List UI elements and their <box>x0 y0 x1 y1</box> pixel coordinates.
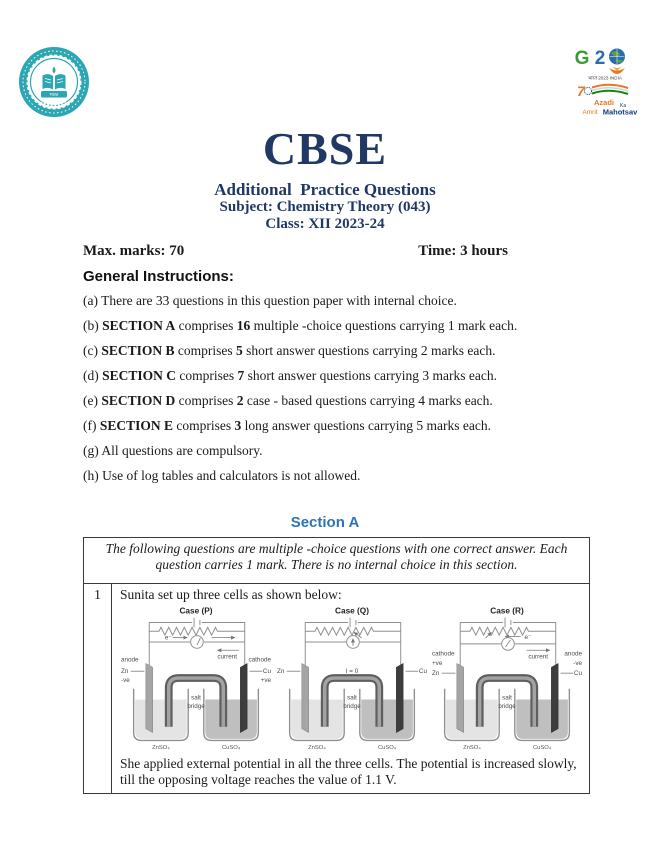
instruction-item: (c) SECTION B comprises 5 short answer questions carrying 2 marks each. <box>83 343 496 358</box>
g20-logo <box>560 46 646 118</box>
cathode-label: cathode <box>431 650 455 658</box>
lotus-icon <box>609 66 625 74</box>
copper-electrode <box>396 663 403 732</box>
instruction-item: (b) SECTION A comprises 16 multiple -choice questions carrying 1 mark each. <box>83 318 518 333</box>
cathode-label: cathode <box>248 656 272 664</box>
instruction-item: (h) Use of log tables and calculators is not allowed. <box>83 468 361 483</box>
galvanometer-icon <box>191 636 204 649</box>
paper-subtitle: Additional Practice Questions <box>214 180 436 199</box>
question-followup: She applied external potential in all the three cells. The potential is increased slowly, till the opposing voltage reaches the value of 1.1 V. <box>120 756 577 787</box>
globe-icon <box>609 49 625 65</box>
case-q-title: Case (Q) <box>334 606 369 616</box>
general-instructions-list <box>83 293 595 493</box>
cu-label: Cu <box>262 668 272 676</box>
instruction-item: (a) There are 33 questions in this question paper with internal choice. <box>83 293 457 308</box>
class-line: Class: XII 2023-24 <box>265 216 385 232</box>
section-a-note: The following questions are multiple -choice questions with one correct answer. Each question carries 1 mark. There is no internal choice in this section. <box>84 538 589 584</box>
cu-label: Cu <box>418 668 427 676</box>
copper-electrode <box>240 663 247 732</box>
positive-label: +ve <box>260 676 272 684</box>
zinc-electrode <box>301 663 308 732</box>
cell-diagrams <box>120 603 583 755</box>
cbse-logo <box>18 46 90 118</box>
seventyfive-digit: 7 <box>577 83 585 99</box>
question-intro: Sunita set up three cells as shown below: <box>120 587 342 602</box>
azadi-word: Azadi <box>593 98 615 107</box>
salt-label: salt <box>191 694 201 702</box>
cu-label: Cu <box>573 670 583 678</box>
negative-label: -ve <box>120 676 130 684</box>
g20-azadi-icon <box>560 46 646 118</box>
ka-word: Ka <box>620 103 627 109</box>
cuso4-label: CuSO₄ <box>377 745 396 752</box>
question-1-content <box>112 584 589 793</box>
positive-label: +ve <box>431 659 443 667</box>
subject-line: Subject: Chemistry Theory (043) <box>219 199 431 215</box>
copper-electrode <box>551 663 558 732</box>
case-p-title: Case (P) <box>179 606 213 616</box>
max-marks: Max. marks: 70 <box>83 243 185 259</box>
cbse-seal-icon <box>18 46 90 118</box>
rheostat-icon <box>460 627 555 635</box>
case-q-diagram <box>276 603 428 755</box>
znso4-label: ZnSO₄ <box>152 745 170 752</box>
seal-banner-text: भारत <box>49 92 59 97</box>
bridge-label: bridge <box>498 703 516 711</box>
resistor-icon <box>149 627 244 635</box>
salt-label: salt <box>346 694 357 702</box>
bridge-label: bridge <box>342 703 361 711</box>
instruction-item: (e) SECTION D comprises 2 case - based questions carrying 4 marks each. <box>83 393 493 408</box>
instruction-item: (f) SECTION E comprises 3 long answer questions carrying 5 marks each. <box>83 418 491 433</box>
salt-label: salt <box>502 694 512 702</box>
g20-g-letter: G <box>574 48 590 69</box>
zn-label: Zn <box>276 668 284 676</box>
question-1-row <box>84 584 589 793</box>
zn-label: Zn <box>431 670 440 678</box>
electron-label: e⁻ <box>524 634 532 642</box>
g20-india-line: भारत 2023 INDIA <box>588 75 622 81</box>
electron-label: e⁻ <box>164 634 172 642</box>
marks-time-row <box>83 243 508 260</box>
section-a-heading: Section A <box>290 514 360 531</box>
general-instructions-heading: General Instructions: <box>83 268 234 285</box>
negative-label: -ve <box>573 659 583 667</box>
bridge-label: bridge <box>187 703 205 711</box>
mahotsav-word: Mahotsav <box>602 107 638 117</box>
resistor-icon <box>305 627 400 635</box>
amrit-mahotsav-75-icon <box>577 83 628 99</box>
cuso4-label: CuSO₄ <box>532 745 552 752</box>
cuso4-label: CuSO₄ <box>221 745 241 752</box>
time-allowed: Time: 3 hours <box>418 243 508 259</box>
anode-label: anode <box>564 650 583 658</box>
case-r-title: Case (R) <box>490 606 524 616</box>
zero-current-label: I = 0 <box>345 668 358 676</box>
znso4-label: ZnSO₄ <box>307 745 326 752</box>
case-p-diagram <box>120 603 272 755</box>
question-number: 1 <box>84 584 112 793</box>
znso4-label: ZnSO₄ <box>463 745 481 752</box>
question-table <box>83 537 590 794</box>
zinc-electrode <box>146 663 153 732</box>
current-label: current <box>528 653 549 661</box>
instruction-item: (g) All questions are compulsory. <box>83 443 263 458</box>
board-title: CBSE <box>262 123 388 174</box>
instruction-item: (d) SECTION C comprises 7 short answer questions carrying 3 marks each. <box>83 368 497 383</box>
rheostat-tap-arrow <box>486 632 492 638</box>
case-r-diagram <box>431 603 583 755</box>
zinc-electrode <box>457 663 464 732</box>
current-label: current <box>217 653 238 661</box>
g20-two-digit: 2 <box>594 48 606 69</box>
amrit-word: Amrit <box>582 109 598 116</box>
zn-label: Zn <box>120 668 129 676</box>
anode-label: anode <box>120 656 139 664</box>
